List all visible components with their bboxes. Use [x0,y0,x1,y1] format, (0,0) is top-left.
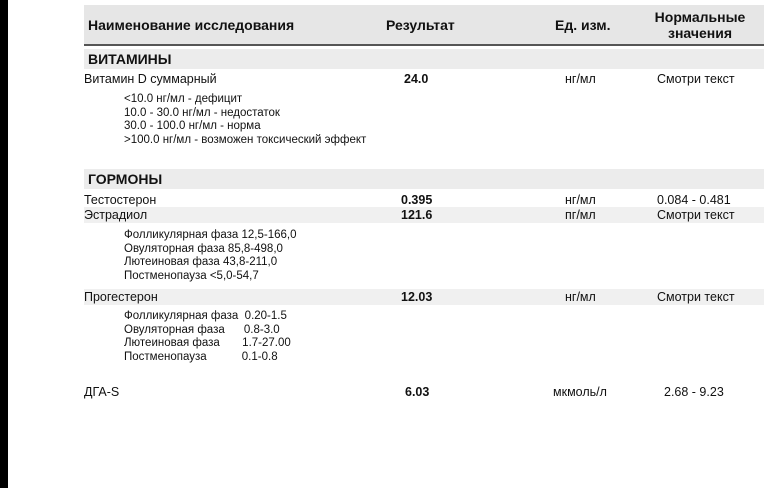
header-normal-line2: значения [668,25,732,41]
test-estradiol-unit: пг/мл [565,208,596,222]
section-vitamins [84,49,764,69]
test-testosterone-name: Тестостерон [84,193,157,207]
header-unit: Ед. изм. [555,17,611,33]
table-header [84,5,764,46]
header-result: Результат [386,17,455,33]
estradiol-note-2: Овуляторная фаза 85,8-498,0 [124,242,283,255]
section-hormones-title: ГОРМОНЫ [88,171,163,187]
vitamin-d-note-2: 10.0 - 30.0 нг/мл - недостаток [124,106,280,119]
test-testosterone-normal: 0.084 - 0.481 [657,193,731,207]
test-dhea-s-unit: мкмоль/л [553,385,607,399]
test-estradiol-name: Эстрадиол [84,208,148,222]
test-dhea-s-normal: 2.68 - 9.23 [664,385,724,399]
estradiol-note-4: Постменопауза <5,0-54,7 [124,269,259,282]
test-progesterone-unit: нг/мл [565,290,596,304]
test-vitamin-d-name: Витамин D суммарный [84,72,217,86]
test-testosterone-unit: нг/мл [565,193,596,207]
test-progesterone-result: 12.03 [401,290,433,304]
header-normal-line1: Нормальные [654,9,746,25]
vitamin-d-note-4: >100.0 нг/мл - возможен токсический эффект [124,133,367,146]
section-hormones [84,169,764,189]
left-border [0,0,8,488]
test-vitamin-d-normal: Смотри текст [657,72,735,86]
header-name: Наименование исследования [88,17,295,33]
progesterone-note-4: Постменопауза 0.1-0.8 [124,350,278,363]
header-normal [650,9,750,41]
vitamin-d-note-3: 30.0 - 100.0 нг/мл - норма [124,120,261,132]
test-dhea-s-name: ДГА-S [84,385,120,399]
section-vitamins-title: ВИТАМИНЫ [88,51,172,67]
vitamin-d-note-1: <10.0 нг/мл - дефицит [124,93,243,105]
estradiol-note-1: Фолликулярная фаза 12,5-166,0 [124,229,297,241]
progesterone-note-2: Овуляторная фаза 0.8-3.0 [124,323,280,336]
test-estradiol-result: 121.6 [401,208,433,222]
test-dhea-s-result: 6.03 [405,385,430,399]
test-vitamin-d-unit: нг/мл [565,72,596,86]
test-estradiol-normal: Смотри текст [657,208,735,222]
test-vitamin-d-result: 24.0 [404,72,429,86]
progesterone-note-1: Фолликулярная фаза 0.20-1.5 [124,310,287,322]
estradiol-note-3: Лютеиновая фаза 43,8-211,0 [124,256,278,268]
progesterone-note-3: Лютеиновая фаза 1.7-27.00 [124,337,291,349]
test-progesterone-name: Прогестерон [84,290,158,304]
test-testosterone-result: 0.395 [401,193,433,207]
test-progesterone-normal: Смотри текст [657,290,735,304]
